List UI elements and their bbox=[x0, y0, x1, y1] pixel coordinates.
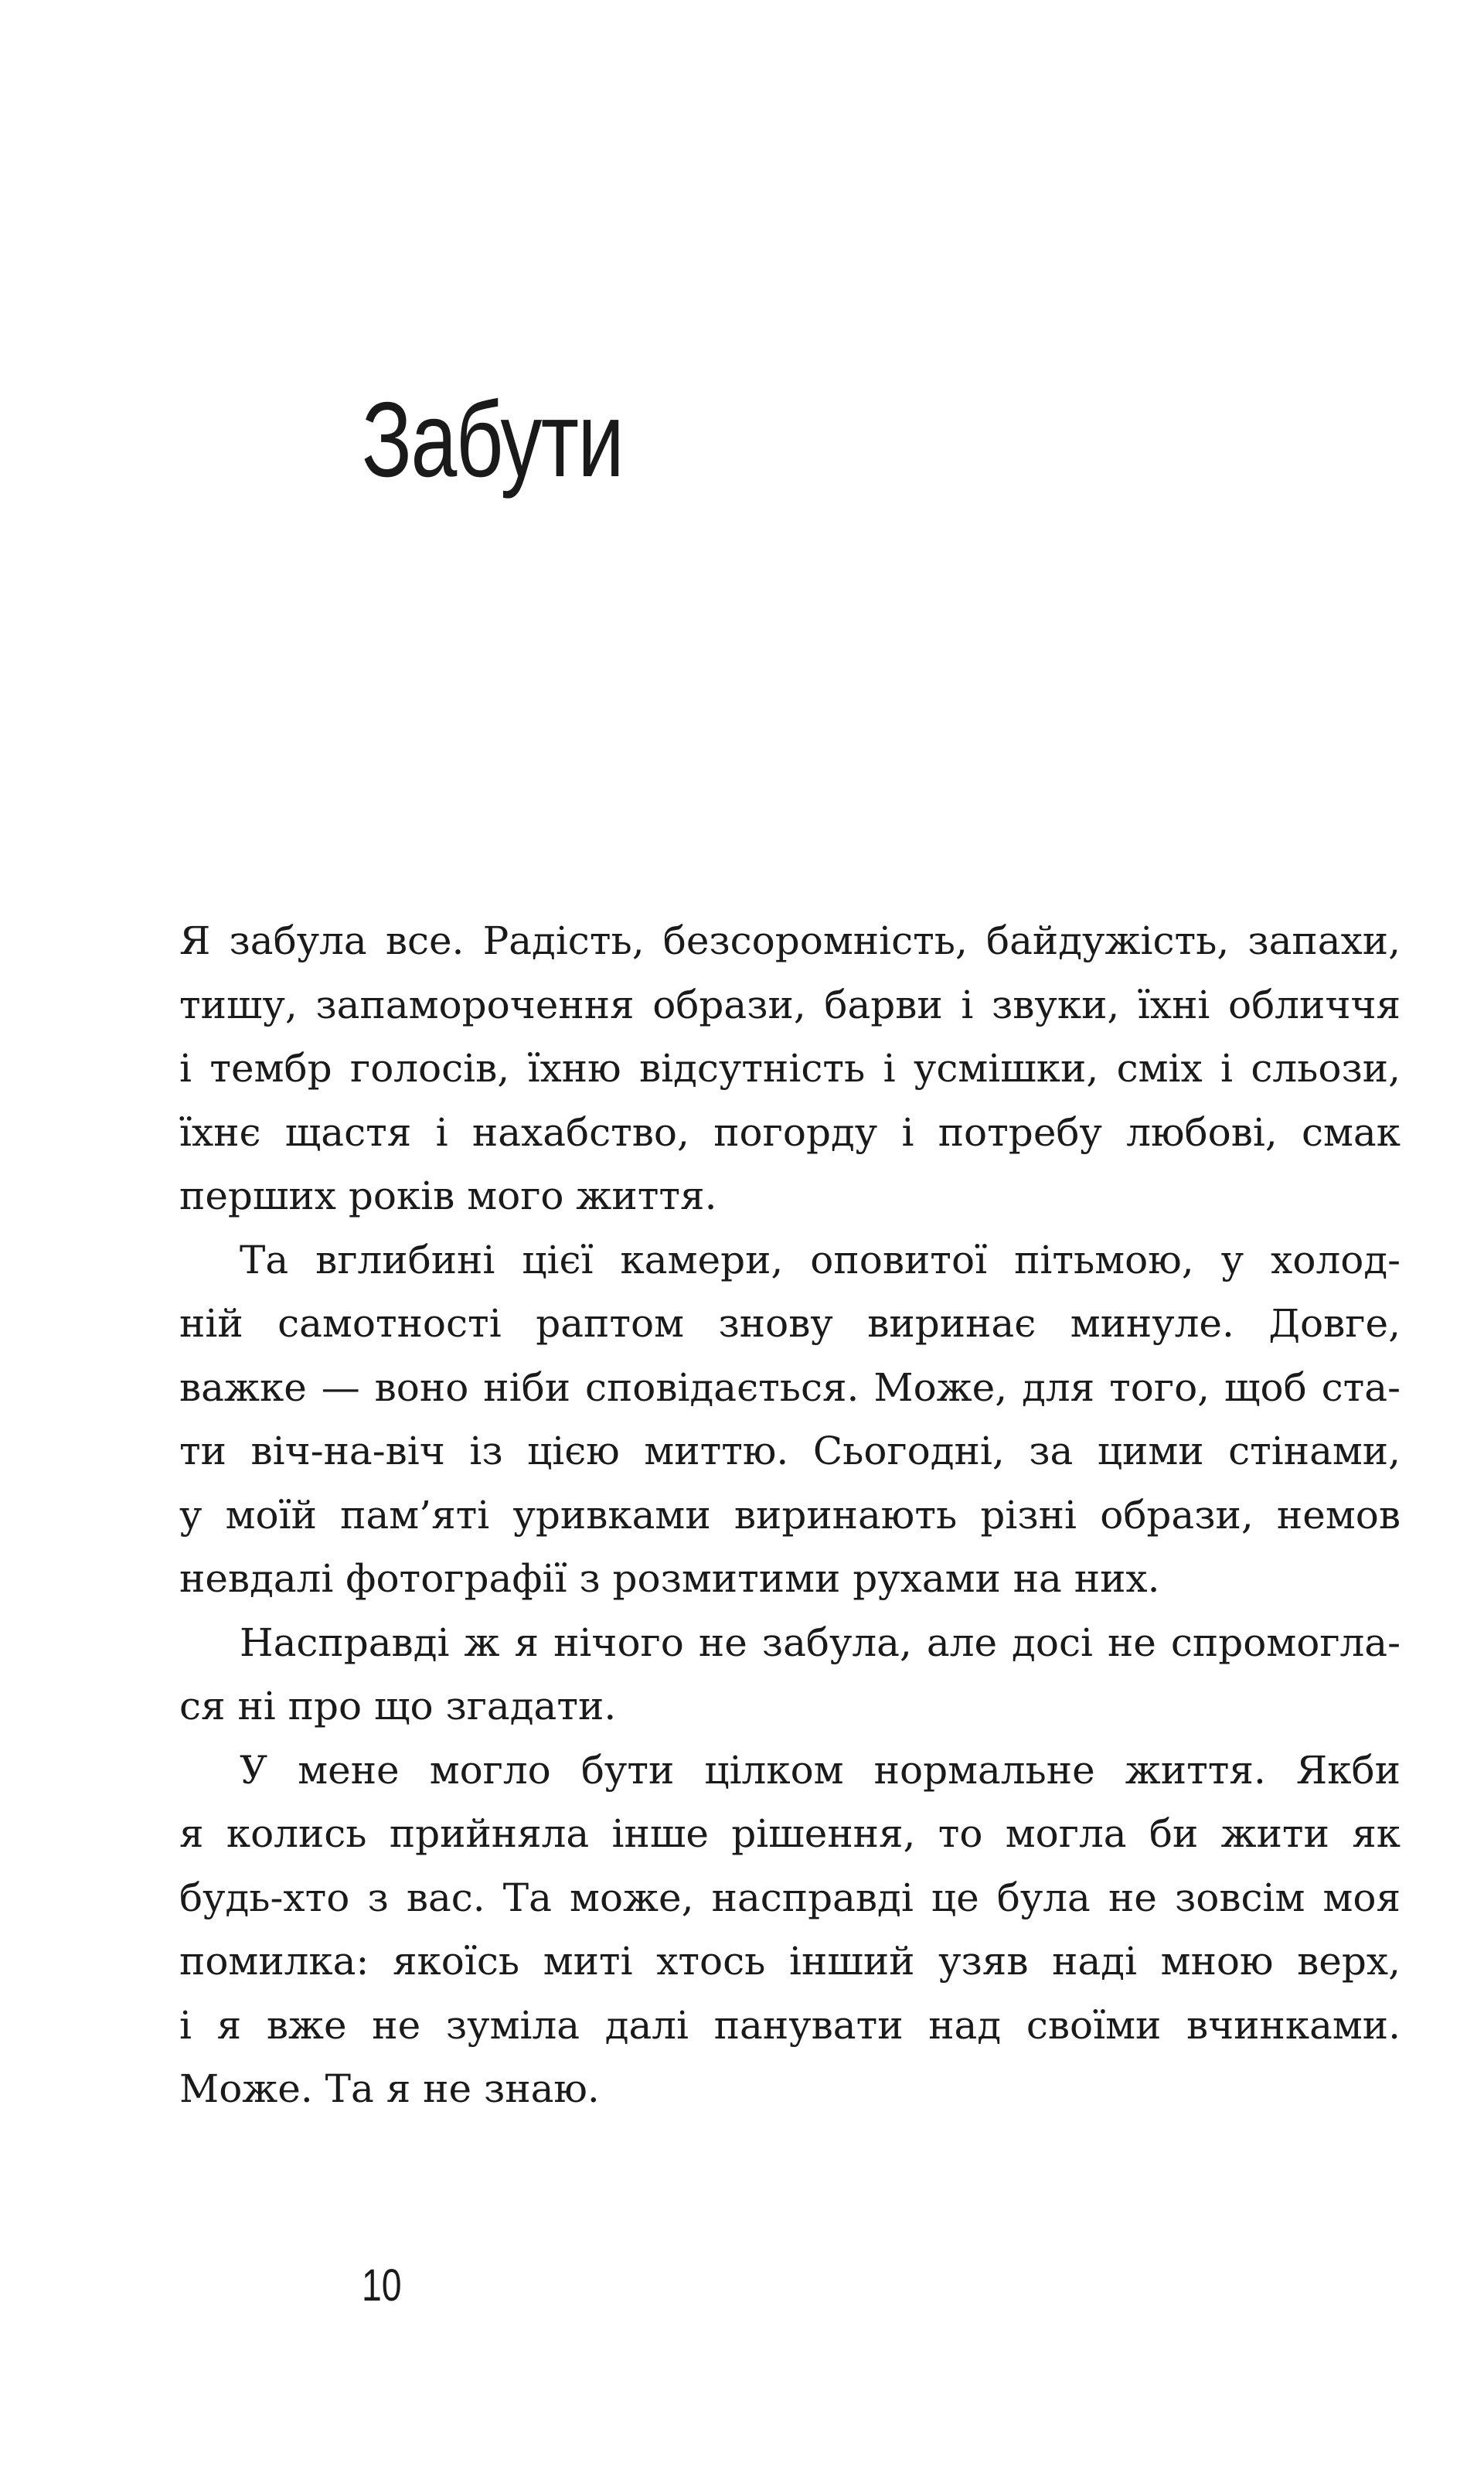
text-line: і тембр голосів, їхню відсутність і усмішки, сміх і сльози, bbox=[179, 1046, 1401, 1091]
text-line: будь-хто з вас. Та може, насправді це була не зовсім моя bbox=[179, 1875, 1401, 1920]
text-line: тишу, запаморочення образи, барви і звуки, їхні обличчя bbox=[179, 982, 1401, 1027]
text-line: помилка: якоїсь миті хтось інший узяв наді мною верх, bbox=[179, 1939, 1401, 1984]
text-line: важке — воно ніби сповідається. Може, для того, щоб ста- bbox=[179, 1364, 1401, 1410]
text-line: ти віч-на-віч із цією миттю. Сьогодні, за цими стінами, bbox=[179, 1429, 1401, 1473]
body-text bbox=[179, 909, 1401, 2121]
text-line: ся ні про що згадати. bbox=[179, 1684, 617, 1729]
text-line: У мене могло бути цілком нормальне життя. Якби bbox=[240, 1747, 1401, 1793]
text-line: невдалі фотографії з розмитими рухами на них. bbox=[179, 1556, 1160, 1601]
text-line: і я вже не зуміла далі панувати над своїми вчинками. bbox=[179, 2002, 1401, 2048]
text-line: Та вглибині цієї камери, оповитої пітьмою, у холод- bbox=[240, 1237, 1401, 1282]
text-line: перших років мого життя. bbox=[179, 1173, 717, 1218]
chapter-title: Забути bbox=[362, 380, 624, 499]
text-line: я колись прийняла інше рішення, то могла би жити як bbox=[179, 1811, 1401, 1856]
page-number: 10 bbox=[362, 2260, 402, 2311]
text-line: їхнє щастя і нахабство, погорду і потребу любові, смак bbox=[179, 1109, 1401, 1155]
text-line: у моїй пам’яті уривками виринають різні образи, немов bbox=[179, 1492, 1401, 1538]
text-line: ній самотності раптом знову виринає минуле. Довге, bbox=[179, 1301, 1401, 1346]
text-line: Може. Та я не знаю. bbox=[179, 2066, 600, 2111]
text-line: Насправді ж я нічого не забула, але досі не спромогла- bbox=[240, 1620, 1401, 1665]
text-line: Я забула все. Радість, безсоромність, байдужість, запахи, bbox=[179, 918, 1401, 963]
